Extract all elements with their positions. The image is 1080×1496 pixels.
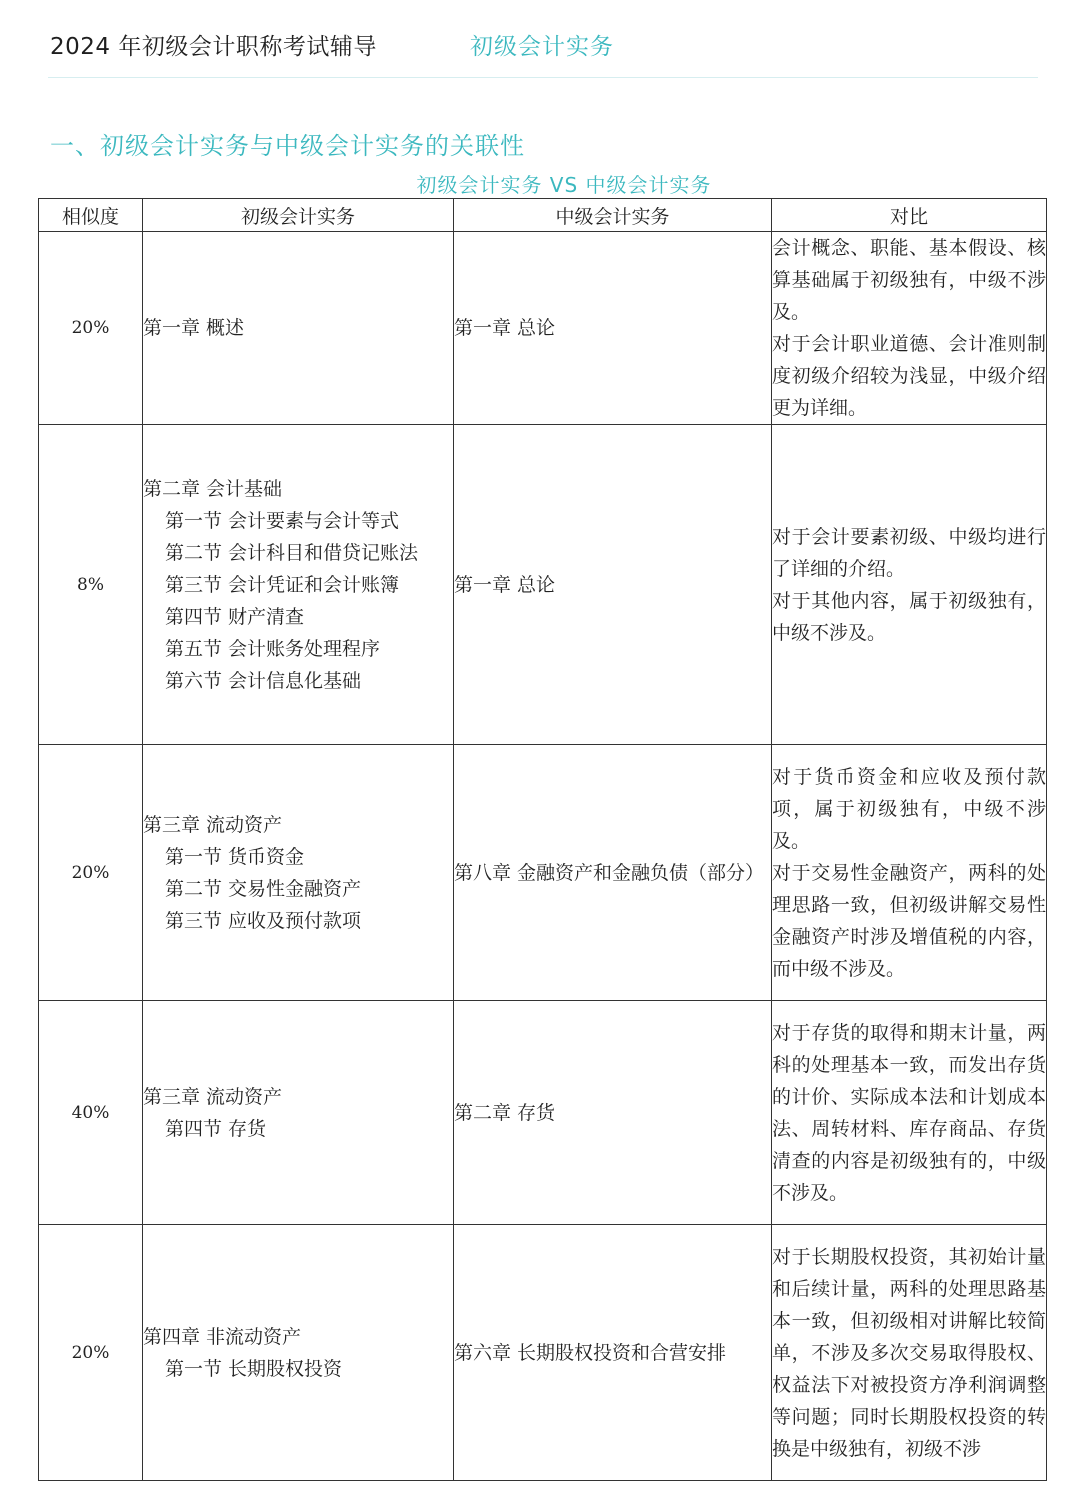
similarity-cell: 20% [39,1225,143,1481]
intermediate-cell [454,1001,772,1225]
column-header-comparison: 对比 [772,199,1047,232]
comparison-paragraph: 对于会计职业道德、会计准则制度初级介绍较为浅显，中级介绍更为详细。 [772,333,1046,419]
comparison-cell [772,745,1047,1001]
table-row [39,745,1047,1001]
intermediate-chapter: 第六章 长期股权投资和合营安排 [454,1341,727,1364]
page-header [0,0,1080,78]
primary-chapter: 第三章 流动资产 [143,1085,283,1108]
primary-chapter: 第三章 流动资产 [143,813,283,836]
section-title: 一、初级会计实务与中级会计实务的关联性 [50,132,525,160]
primary-cell [143,232,454,425]
intermediate-cell [454,425,772,745]
primary-cell [143,1001,454,1225]
primary-section: 第二节 会计科目和借贷记账法 [165,541,419,564]
primary-section: 第三节 应收及预付款项 [165,909,362,932]
comparison-paragraph: 对于存货的取得和期末计量，两科的处理基本一致，而发出存货的计价、实际成本法和计划成本法、周转材料、库存商品、存货清查的内容是初级独有的，中级不涉及。 [772,1021,1046,1204]
table-row [39,425,1047,745]
intermediate-cell [454,745,772,1001]
intermediate-chapter: 第一章 总论 [454,573,556,596]
primary-chapter: 第一章 概述 [143,317,245,339]
comparison-cell [772,1001,1047,1225]
column-header-similarity: 相似度 [39,199,143,232]
primary-section: 第一节 长期股权投资 [165,1357,343,1380]
comparison-paragraph: 对于交易性金融资产，两科的处理思路一致，但初级讲解交易性金融资产时涉及增值税的内容，而中级不涉及。 [772,861,1046,980]
intermediate-chapter: 第一章 总论 [454,317,556,339]
comparison-paragraph: 对于会计要素初级、中级均进行了详细的介绍。 [772,525,1046,580]
column-header-intermediate: 中级会计实务 [454,199,772,232]
table-row [39,1225,1047,1481]
intermediate-cell [454,1225,772,1481]
comparison-paragraph: 会计概念、职能、基本假设、核算基础属于初级独有，中级不涉及。 [772,237,1046,323]
comparison-paragraph: 对于货币资金和应收及预付款项，属于初级独有，中级不涉及。 [772,765,1046,852]
primary-cell [143,425,454,745]
primary-section: 第四节 存货 [165,1117,267,1140]
comparison-table [38,198,1047,1481]
primary-cell [143,1225,454,1481]
similarity-cell: 20% [39,745,143,1001]
column-header-primary: 初级会计实务 [143,199,454,232]
comparison-cell [772,425,1047,745]
comparison-cell [772,1225,1047,1481]
primary-section: 第一节 货币资金 [165,845,305,868]
header-divider [48,77,1038,78]
primary-section: 第四节 财产清查 [165,605,305,628]
intermediate-cell [454,232,772,425]
primary-cell [143,745,454,1001]
primary-chapter: 第二章 会计基础 [143,477,283,500]
primary-chapter: 第四章 非流动资产 [143,1325,302,1348]
header-left-title: 2024 年初级会计职称考试辅导 [50,34,377,60]
table-row [39,232,1047,425]
primary-section: 第一节 会计要素与会计等式 [165,509,400,532]
header-right-title: 初级会计实务 [470,34,614,60]
comparison-cell [772,232,1047,425]
table-row [39,1001,1047,1225]
table-header-row [39,199,1047,232]
comparison-paragraph: 对于其他内容，属于初级独有，中级不涉及。 [772,589,1046,644]
table-caption: 初级会计实务 VS 中级会计实务 [416,173,712,197]
intermediate-chapter: 第二章 存货 [454,1101,556,1124]
primary-section: 第三节 会计凭证和会计账簿 [165,573,400,596]
primary-section: 第六节 会计信息化基础 [165,669,362,692]
similarity-cell: 8% [39,425,143,745]
similarity-cell: 40% [39,1001,143,1225]
comparison-paragraph: 对于长期股权投资，其初始计量和后续计量，两科的处理思路基本一致，但初级相对讲解比较简单，不涉及多次交易取得股权、权益法下对被投资方净利润调整等问题；同时长期股权投资的转换是中级独有，初级不涉 [772,1245,1046,1460]
similarity-cell: 20% [39,232,143,425]
primary-section: 第五节 会计账务处理程序 [165,637,381,660]
intermediate-chapter: 第八章 金融资产和金融负债（部分） [454,861,765,884]
primary-section: 第二节 交易性金融资产 [165,877,362,900]
